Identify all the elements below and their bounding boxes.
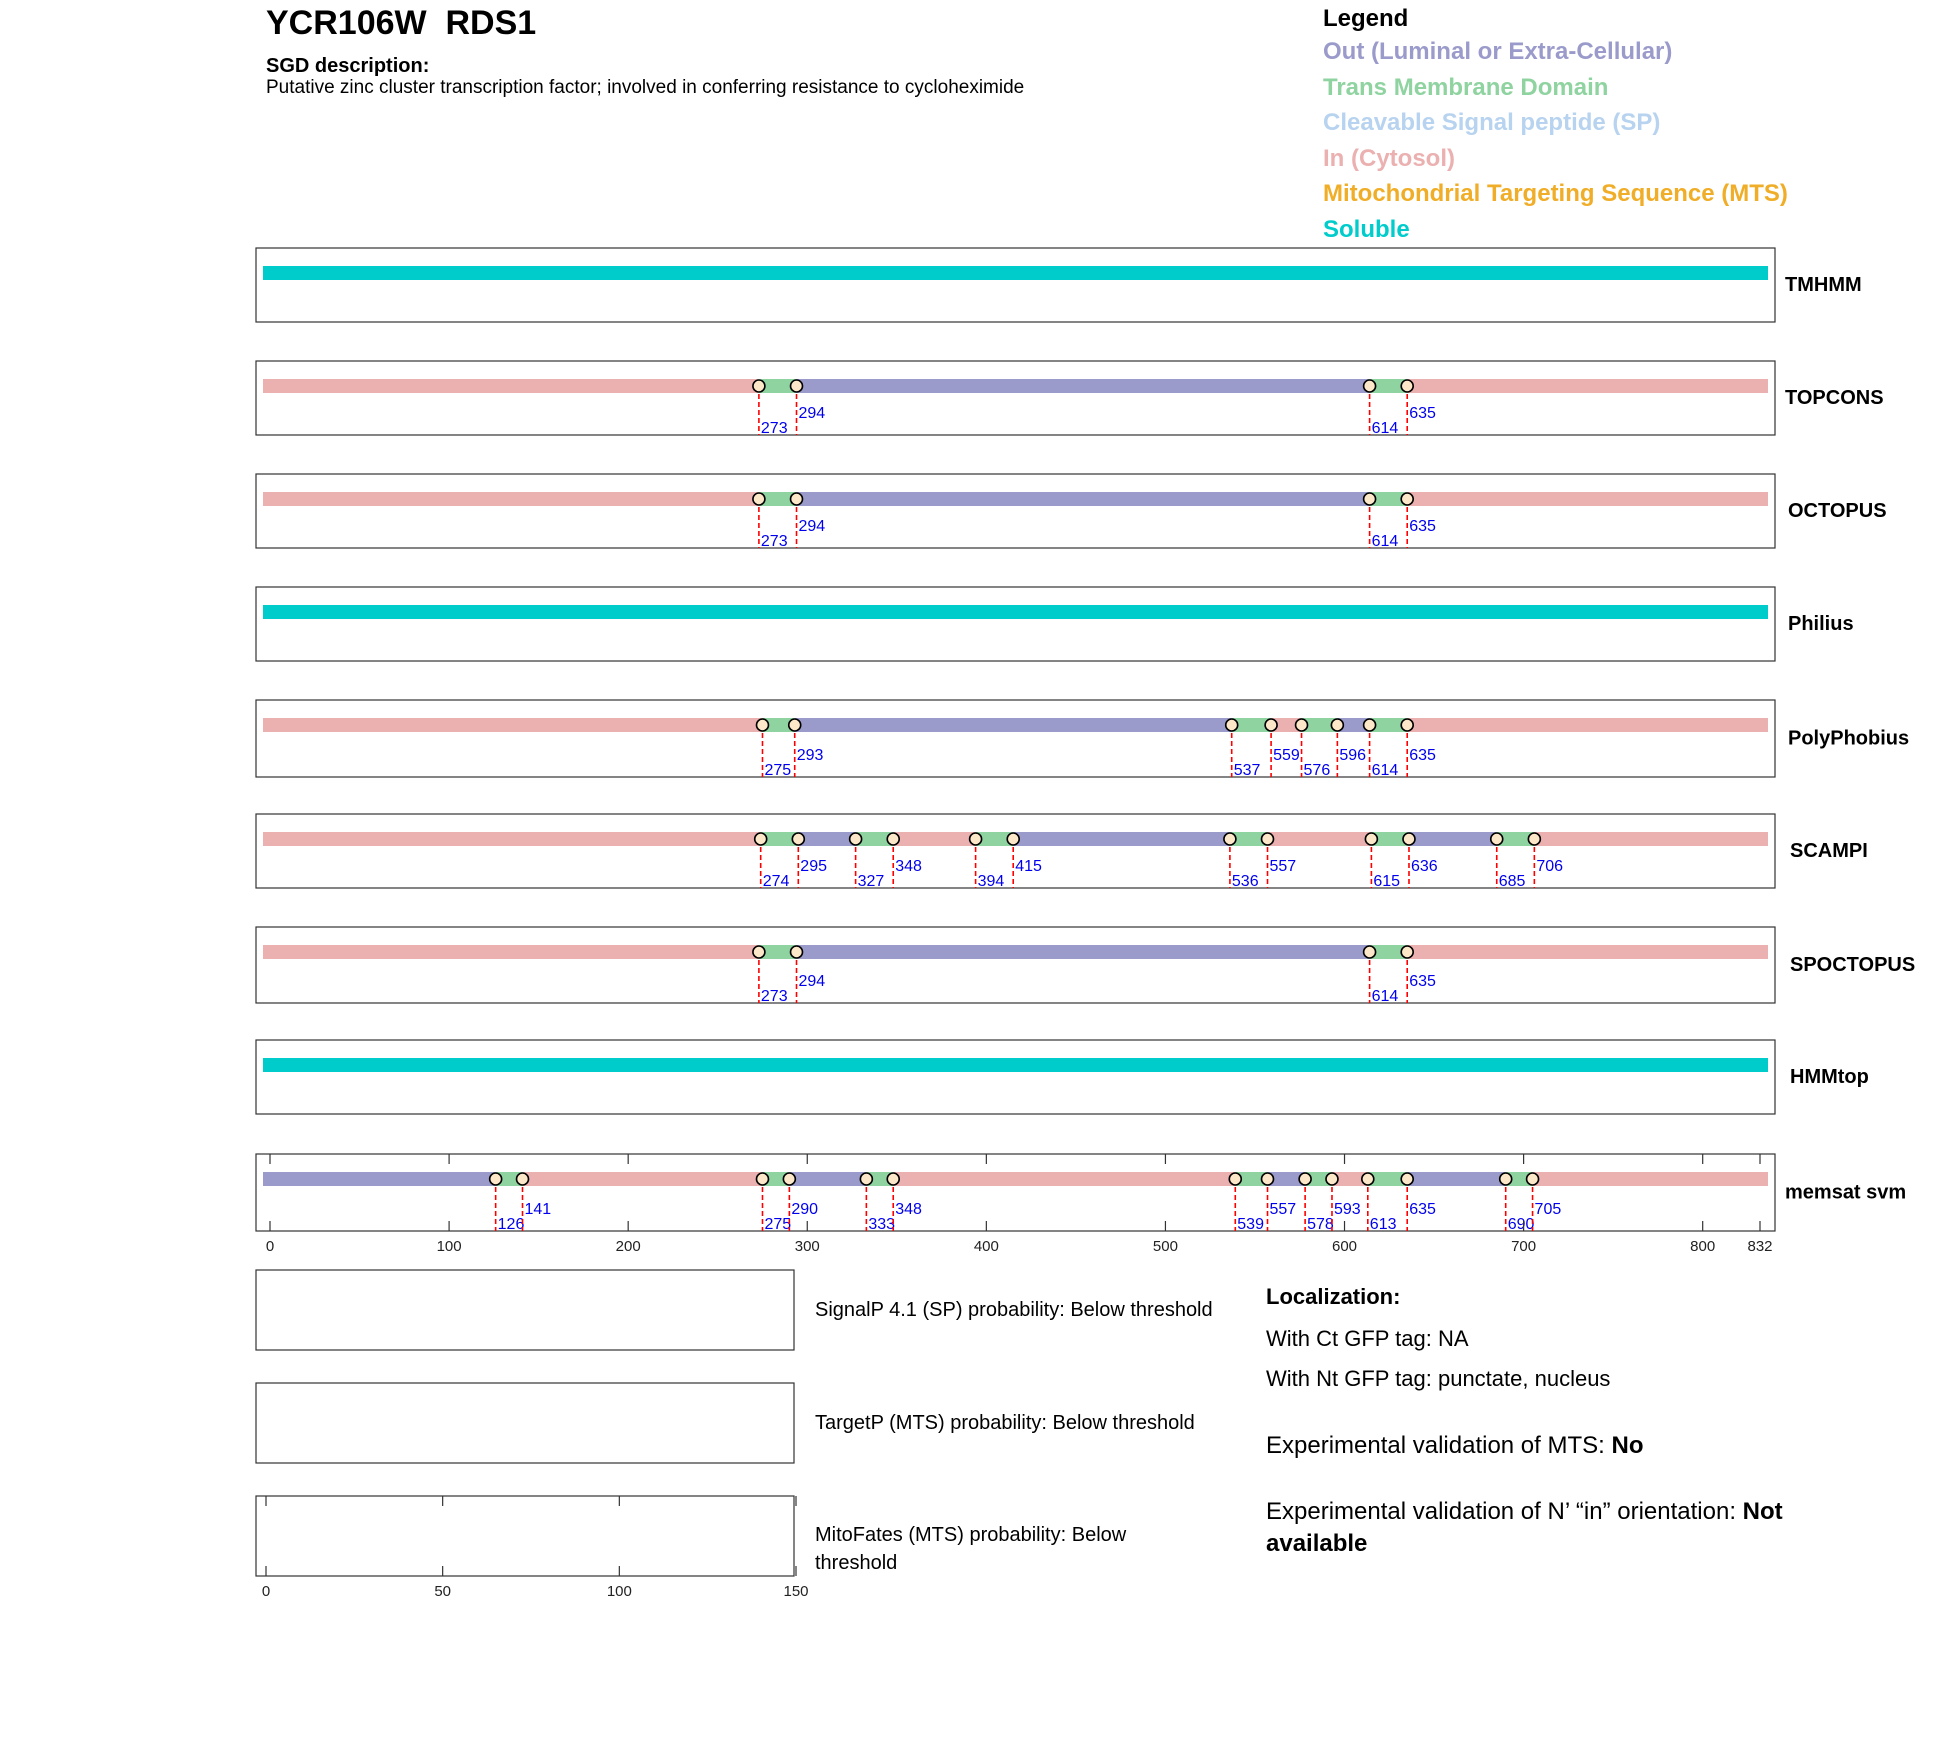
x-axis-tick-label: 700 — [1511, 1238, 1537, 1255]
philius-panel-frame — [256, 587, 1775, 661]
scampi-boundary-label: 557 — [1269, 858, 1297, 875]
scampi-boundary-marker — [850, 833, 862, 845]
memsat-svm-panel-frame — [256, 1154, 1775, 1231]
polyphobius-segment-out — [795, 718, 1232, 732]
memsat-svm-segment-out — [263, 1172, 496, 1186]
polyphobius-boundary-label: 275 — [764, 762, 792, 779]
polyphobius-boundary-label: 614 — [1371, 762, 1399, 779]
scampi-boundary-marker — [1491, 833, 1503, 845]
memsat-svm-boundary-marker — [517, 1173, 529, 1185]
n-in-validation-label: Experimental validation of N’ “in” orientation: — [1266, 1498, 1743, 1525]
scampi-boundary-label: 706 — [1536, 858, 1564, 875]
scampi-segment-in — [1534, 832, 1768, 846]
x-axis-tick-label: 800 — [1690, 1238, 1716, 1255]
scampi-boundary-marker — [887, 833, 899, 845]
polyphobius-panel-frame — [256, 700, 1775, 777]
scampi-boundary-label: 415 — [1015, 858, 1042, 875]
scampi-segment-out — [1409, 832, 1497, 846]
hmmtop-label: HMMtop — [1790, 1066, 1869, 1088]
description-text: Putative zinc cluster transcription factor; involved in conferring resistance to cycloheximide — [266, 77, 1025, 98]
prob-axis-tick-label: 0 — [261, 1583, 271, 1600]
tmhmm-label: TMHMM — [1785, 274, 1862, 296]
memsat-svm-segment-in — [893, 1172, 1235, 1186]
memsat-svm-boundary-marker — [1527, 1173, 1539, 1185]
x-axis-tick-label: 0 — [265, 1238, 275, 1255]
topcons-segment-in — [263, 379, 759, 393]
polyphobius-segment-in — [1407, 718, 1768, 732]
scampi-boundary-label: 615 — [1373, 873, 1401, 890]
scampi-boundary-marker — [1007, 833, 1019, 845]
scampi-boundary-marker — [1365, 833, 1377, 845]
page-title: YCR106W RDS1 — [266, 4, 537, 42]
topcons-segment-out — [797, 379, 1370, 393]
legend-item-out: Out (Luminal or Extra-Cellular) — [1323, 38, 1673, 65]
memsat-svm-boundary-label: 705 — [1534, 1201, 1562, 1218]
memsat-svm-boundary-marker — [783, 1173, 795, 1185]
x-axis-tick-label: 832 — [1747, 1238, 1773, 1255]
octopus-boundary-label: 635 — [1409, 518, 1436, 535]
localization-heading: Localization: — [1266, 1284, 1401, 1309]
scampi-boundary-label: 394 — [977, 873, 1005, 890]
scampi-boundary-marker — [1403, 833, 1415, 845]
scampi-segment-out — [1013, 832, 1230, 846]
legend-heading: Legend — [1323, 5, 1409, 32]
memsat-svm-boundary-marker — [887, 1173, 899, 1185]
spoctopus-boundary-marker — [791, 946, 803, 958]
topcons-label: TOPCONS — [1785, 387, 1884, 409]
octopus-boundary-label: 294 — [798, 518, 826, 535]
legend-item-in: In (Cytosol) — [1323, 144, 1455, 172]
octopus-segment-in — [1407, 492, 1768, 506]
octopus-label: OCTOPUS — [1788, 500, 1887, 522]
topcons-boundary-marker — [1401, 380, 1413, 392]
memsat-svm-boundary-label: 141 — [524, 1201, 552, 1218]
prob-axis-tick-label: 150 — [783, 1583, 809, 1600]
x-axis-tick-label: 300 — [794, 1238, 820, 1255]
polyphobius-boundary-label: 576 — [1303, 762, 1331, 779]
memsat-svm-boundary-label: 613 — [1369, 1216, 1397, 1233]
description-heading: SGD description: — [266, 55, 430, 77]
memsat-svm-boundary-label: 690 — [1507, 1216, 1535, 1233]
mts-validation-value: No — [1611, 1432, 1644, 1459]
topcons-boundary-marker — [753, 380, 765, 392]
scampi-boundary-marker — [970, 833, 982, 845]
topcons-boundary-label: 635 — [1409, 405, 1436, 422]
memsat-svm-boundary-label: 290 — [791, 1201, 819, 1218]
spoctopus-panel-frame — [256, 927, 1775, 1003]
octopus-boundary-marker — [1401, 493, 1413, 505]
memsat-svm-boundary-label: 275 — [764, 1216, 792, 1233]
polyphobius-segment-in — [263, 718, 762, 732]
x-axis-tick-label: 200 — [615, 1238, 641, 1255]
spoctopus-boundary-marker — [1401, 946, 1413, 958]
n-in-validation-value: Not available — [1266, 1498, 1783, 1557]
memsat-svm-segment-out — [1407, 1172, 1505, 1186]
scampi-boundary-marker — [1262, 833, 1274, 845]
tmhmm-panel-frame — [256, 248, 1775, 322]
tmhmm-soluble-bar — [263, 266, 1768, 280]
spoctopus-boundary-label: 294 — [798, 973, 826, 990]
memsat-svm-boundary-label: 578 — [1307, 1216, 1334, 1233]
polyphobius-boundary-marker — [1226, 719, 1238, 731]
octopus-boundary-marker — [753, 493, 765, 505]
memsat-svm-boundary-marker — [1401, 1173, 1413, 1185]
polyphobius-boundary-marker — [1364, 719, 1376, 731]
polyphobius-boundary-marker — [1265, 719, 1277, 731]
scampi-segment-in — [1268, 832, 1372, 846]
memsat-svm-boundary-label: 348 — [895, 1201, 922, 1218]
polyphobius-boundary-label: 596 — [1339, 747, 1367, 764]
spoctopus-boundary-label: 273 — [760, 988, 788, 1005]
spoctopus-label: SPOCTOPUS — [1790, 954, 1916, 976]
scampi-boundary-label: 327 — [857, 873, 885, 890]
polyphobius-boundary-label: 293 — [796, 747, 824, 764]
spoctopus-boundary-label: 614 — [1371, 988, 1399, 1005]
topcons-boundary-marker — [1364, 380, 1376, 392]
probability-panel-frame-2 — [256, 1383, 794, 1463]
philius-soluble-bar — [263, 605, 1768, 619]
prob-axis-tick-label: 100 — [606, 1583, 632, 1600]
scampi-boundary-label: 636 — [1410, 858, 1438, 875]
memsat-svm-boundary-label: 593 — [1333, 1201, 1361, 1218]
octopus-boundary-marker — [791, 493, 803, 505]
memsat-svm-boundary-label: 126 — [497, 1216, 525, 1233]
memsat-svm-boundary-marker — [756, 1173, 768, 1185]
octopus-boundary-label: 273 — [760, 533, 788, 550]
scampi-boundary-label: 295 — [800, 858, 828, 875]
spoctopus-segment-out — [797, 945, 1370, 959]
scampi-boundary-label: 348 — [895, 858, 922, 875]
legend-item-sp: Cleavable Signal peptide (SP) — [1323, 109, 1661, 136]
scampi-boundary-label: 536 — [1231, 873, 1259, 890]
memsat-svm-label: memsat svm — [1785, 1181, 1907, 1204]
topcons-boundary-label: 614 — [1371, 420, 1399, 437]
hmmtop-soluble-bar — [263, 1058, 1768, 1072]
mts-validation — [1266, 1430, 1866, 1462]
scampi-segment-in — [263, 832, 761, 846]
signalp-label: SignalP 4.1 (SP) probability: Below threshold — [815, 1299, 1213, 1321]
x-axis-tick-label: 500 — [1152, 1238, 1178, 1255]
polyphobius-boundary-marker — [789, 719, 801, 731]
topcons-boundary-label: 294 — [798, 405, 826, 422]
polyphobius-boundary-marker — [1296, 719, 1308, 731]
targetp-label: TargetP (MTS) probability: Below threshold — [815, 1412, 1195, 1434]
legend-item-soluble: Soluble — [1323, 215, 1410, 243]
memsat-svm-segment-out — [789, 1172, 866, 1186]
octopus-boundary-label: 614 — [1371, 533, 1399, 550]
polyphobius-boundary-marker — [756, 719, 768, 731]
polyphobius-boundary-label: 559 — [1273, 747, 1300, 764]
memsat-svm-boundary-marker — [1500, 1173, 1512, 1185]
memsat-svm-segment-in — [1533, 1172, 1768, 1186]
octopus-panel-frame — [256, 474, 1775, 548]
memsat-svm-boundary-marker — [860, 1173, 872, 1185]
x-axis-tick-label: 600 — [1332, 1238, 1358, 1255]
polyphobius-boundary-marker — [1401, 719, 1413, 731]
polyphobius-boundary-label: 537 — [1233, 762, 1261, 779]
mts-validation-label: Experimental validation of MTS: — [1266, 1432, 1612, 1459]
nt-gfp-line: With Nt GFP tag: punctate, nucleus — [1266, 1366, 1611, 1391]
topcons-boundary-label: 273 — [760, 420, 788, 437]
probability-panel-frame-1 — [256, 1270, 794, 1350]
polyphobius-boundary-marker — [1331, 719, 1343, 731]
octopus-segment-in — [263, 492, 759, 506]
legend-item-tm: Trans Membrane Domain — [1323, 73, 1609, 101]
polyphobius-label: PolyPhobius — [1788, 727, 1910, 750]
philius-label: Philius — [1788, 613, 1854, 635]
hmmtop-panel-frame — [256, 1040, 1775, 1114]
prob-axis-tick-label: 50 — [434, 1583, 452, 1600]
memsat-svm-boundary-marker — [490, 1173, 502, 1185]
octopus-boundary-marker — [1364, 493, 1376, 505]
ct-gfp-line: With Ct GFP tag: NA — [1266, 1326, 1469, 1351]
legend-item-mts: Mitochondrial Targeting Sequence (MTS) — [1323, 180, 1788, 207]
x-axis-tick-label: 100 — [436, 1238, 462, 1255]
memsat-svm-boundary-label: 539 — [1237, 1216, 1264, 1233]
scampi-boundary-marker — [1528, 833, 1540, 845]
memsat-svm-boundary-marker — [1362, 1173, 1374, 1185]
localization-panel — [1266, 1284, 1866, 1560]
spoctopus-segment-in — [263, 945, 759, 959]
spoctopus-segment-in — [1407, 945, 1768, 959]
spoctopus-boundary-label: 635 — [1409, 973, 1436, 990]
x-axis-tick-label: 400 — [973, 1238, 999, 1255]
scampi-segment-out — [798, 832, 855, 846]
memsat-svm-boundary-marker — [1299, 1173, 1311, 1185]
memsat-svm-boundary-label: 557 — [1269, 1201, 1297, 1218]
n-in-validation — [1266, 1496, 1866, 1560]
scampi-label: SCAMPI — [1790, 840, 1868, 862]
topcons-panel-frame — [256, 361, 1775, 435]
spoctopus-boundary-marker — [1364, 946, 1376, 958]
spoctopus-boundary-marker — [753, 946, 765, 958]
memsat-svm-boundary-marker — [1326, 1173, 1338, 1185]
scampi-boundary-marker — [755, 833, 767, 845]
polyphobius-boundary-label: 635 — [1409, 747, 1436, 764]
octopus-segment-out — [797, 492, 1370, 506]
scampi-boundary-marker — [1224, 833, 1236, 845]
memsat-svm-boundary-label: 635 — [1409, 1201, 1436, 1218]
mitofates-label: MitoFates (MTS) probability: Below threshold — [815, 1524, 1127, 1574]
scampi-segment-in — [893, 832, 975, 846]
topcons-boundary-marker — [791, 380, 803, 392]
scampi-boundary-label: 685 — [1498, 873, 1526, 890]
scampi-boundary-marker — [792, 833, 804, 845]
topcons-segment-in — [1407, 379, 1768, 393]
memsat-svm-boundary-marker — [1262, 1173, 1274, 1185]
memsat-svm-boundary-label: 333 — [868, 1216, 896, 1233]
scampi-boundary-label: 274 — [762, 873, 790, 890]
memsat-svm-boundary-marker — [1229, 1173, 1241, 1185]
memsat-svm-segment-in — [523, 1172, 763, 1186]
probability-panel-frame-3 — [256, 1496, 794, 1576]
scampi-panel-frame — [256, 814, 1775, 888]
